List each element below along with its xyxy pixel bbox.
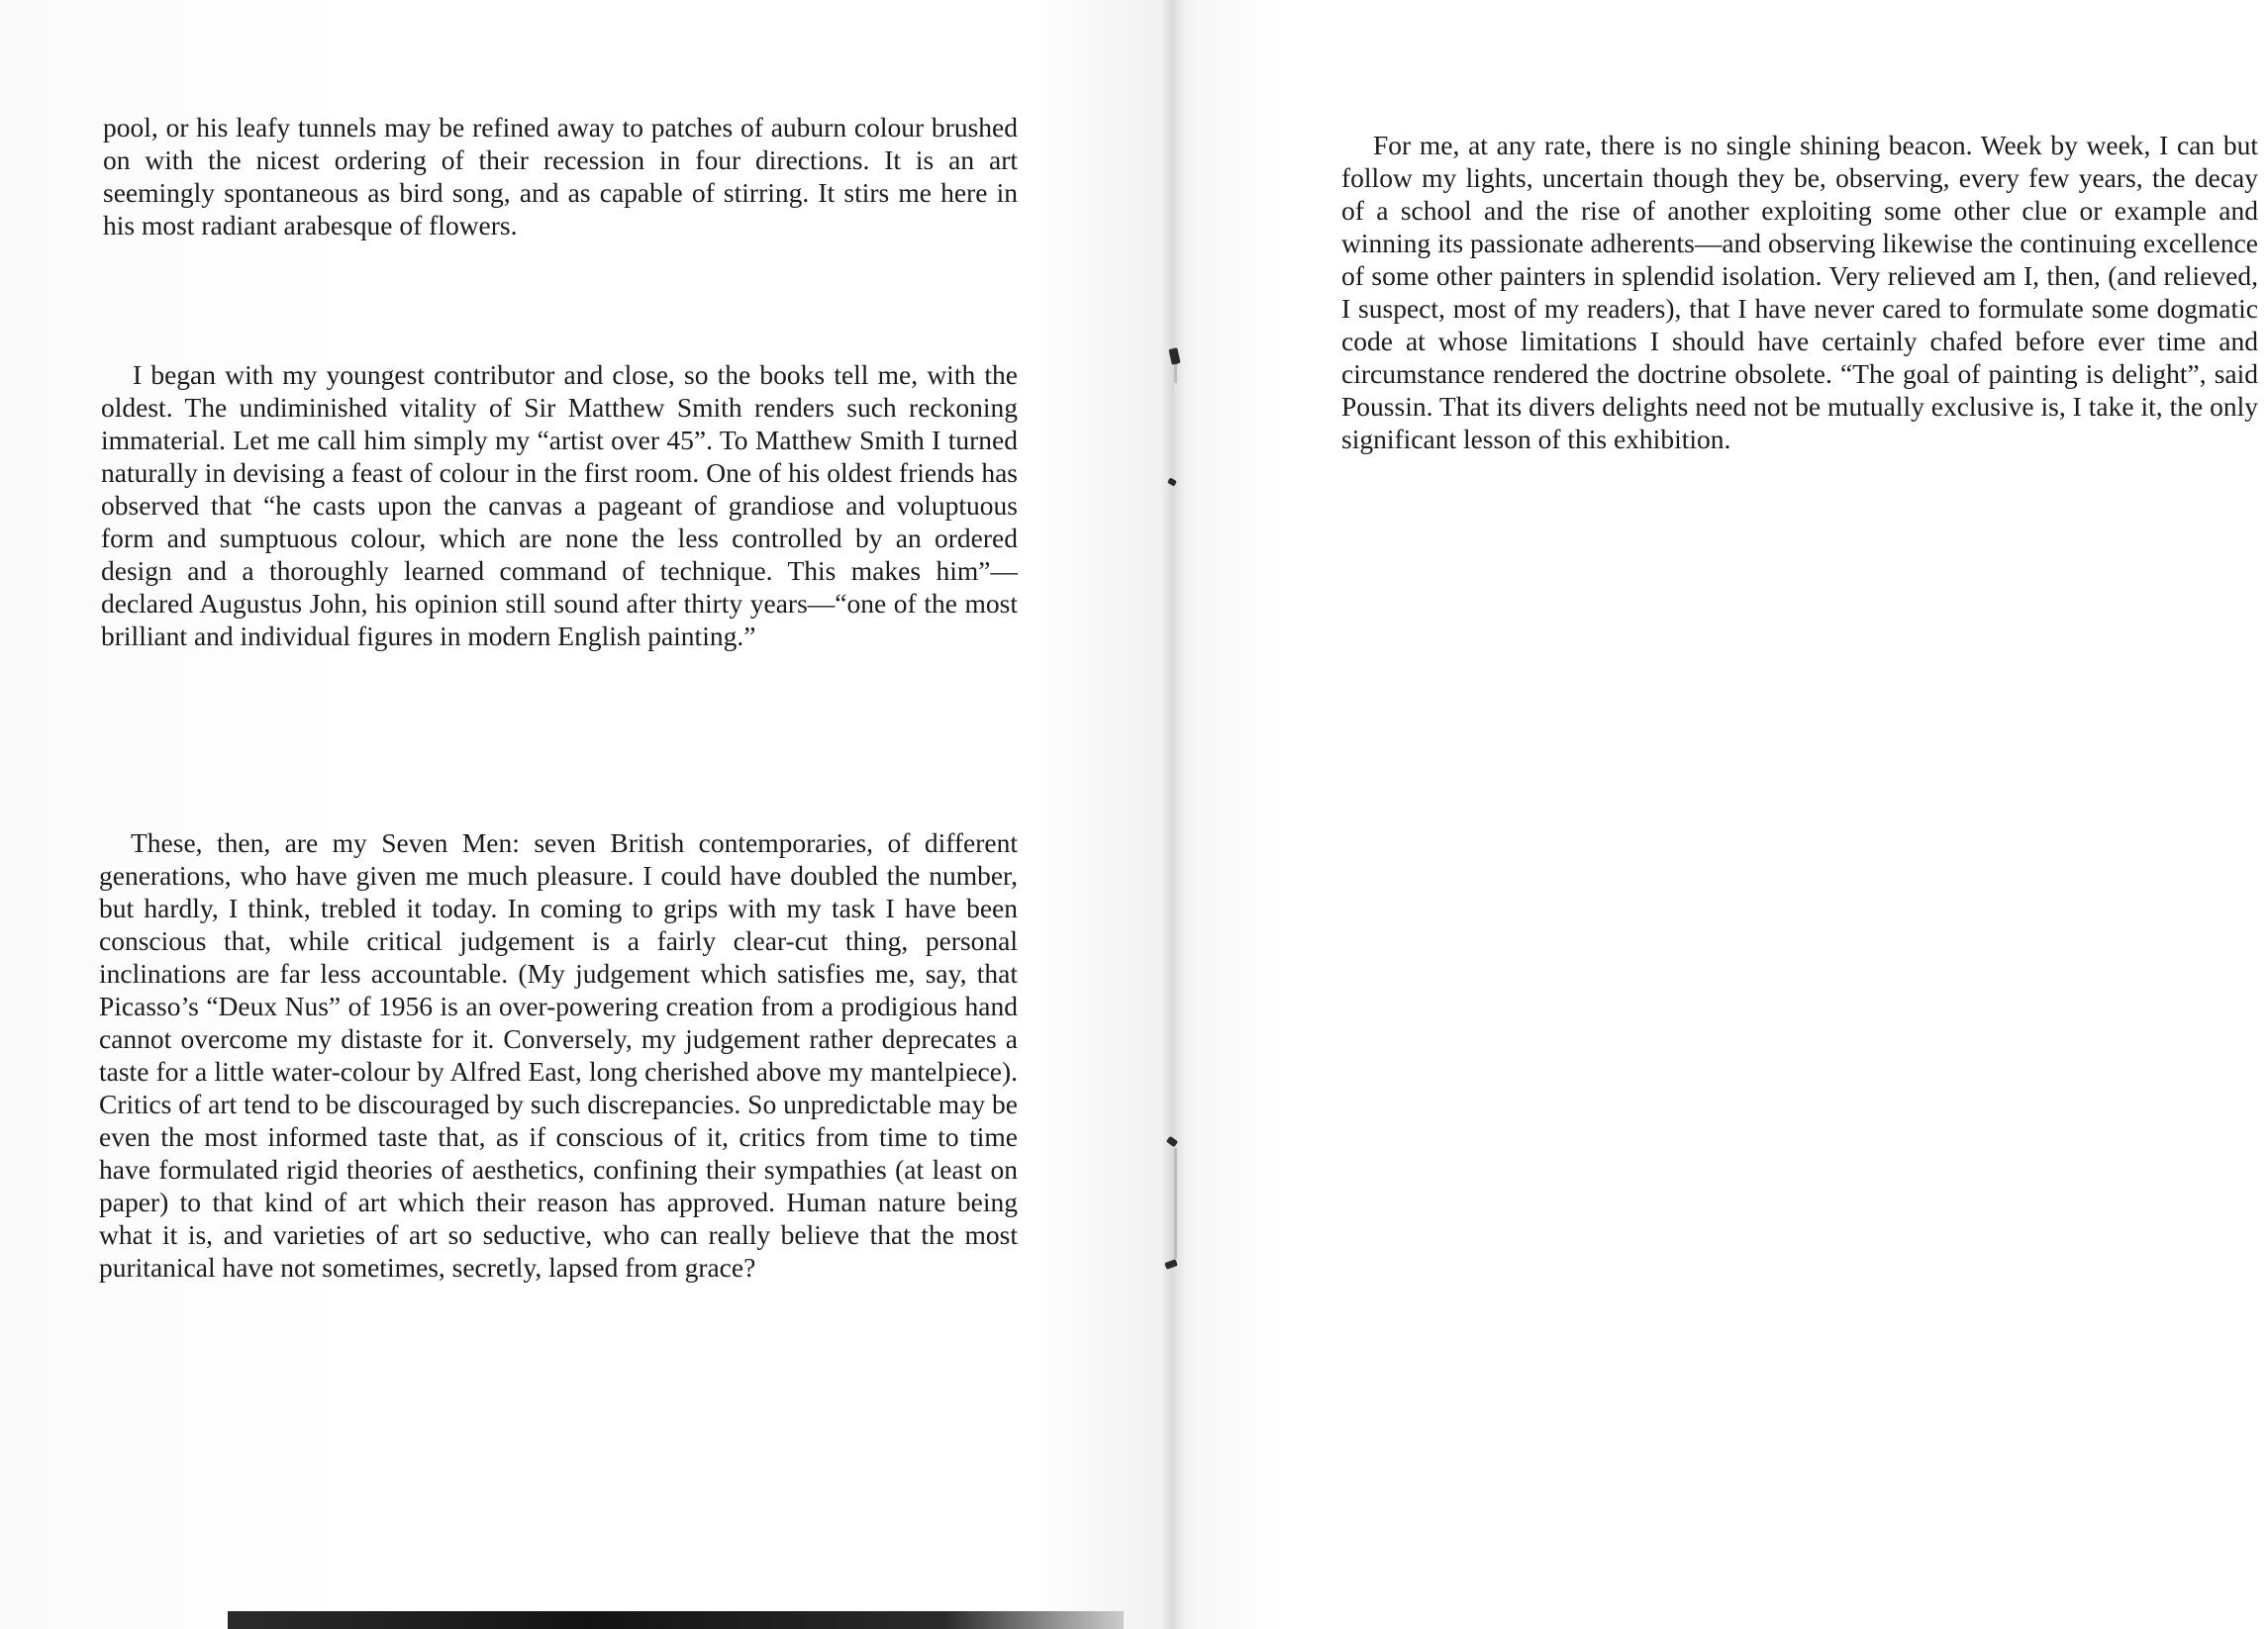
- left-paragraph-1: [103, 111, 1018, 241]
- paragraph-text: These, then, are my Seven Men: seven British contemporaries, of different generations, who have given me much pleasure. I could have doubled the number, but hardly, I think, trebled it today. In coming to grips with my task I have been conscious that, while critical judgement is a fairly clear-cut thing, personal inclinations are far less accountable. (My judgement which satisfies me, say, that Picasso’s “Deux Nus” of 1956 is an over-powering creation from a prodigious hand cannot overcome my distaste for it. Conversely, my judgement rather deprecates a taste for a little water-colour by Alfred East, long cherished above my mantelpiece). Critics of art tend to be discouraged by such discrepancies. So unpredictable may be even the most informed taste that, as if conscious of it, critics from time to time have formulated rigid theories of aesthetics, confining their sympathies (at least on paper) to that kind of art which their reason has approved. Human nature being what it is, and varieties of art so seductive, who can really believe that the most puritanical have not sometimes, secretly, lapsed from grace?: [99, 827, 1018, 1283]
- right-paragraph-1: [1341, 129, 2258, 455]
- right-page: [1173, 0, 2268, 1629]
- binding-thread-bottom: [1174, 1148, 1177, 1259]
- left-paragraph-3: [99, 826, 1018, 1284]
- left-paragraph-2: [101, 358, 1018, 652]
- paragraph-text: For me, at any rate, there is no single shining beacon. Week by week, I can but follow my lights, uncertain though they be, observing, every few years, the decay of a school and the rise of another exploiting some other clue or example and winning its passionate adherents—and observing likewise the continuing excellence of some other painters in splendid isolation. Very relieved am I, then, (and relieved, I suspect, most of my readers), that I have never cared to formulate some dogmatic code at whose limitations I should have certainly chafed before ever time and circumstance rendered the doctrine obsolete. “The goal of painting is delight”, said Poussin. That its divers delights need not be mutually exclusive is, I take it, the only significant lesson of this exhibition.: [1341, 130, 2258, 454]
- scan-edge-shadow: [228, 1611, 1124, 1629]
- paragraph-text: pool, or his leafy tunnels may be refined away to patches of auburn colour brushed on with the nicest ordering of their recession in four directions. It is an art seemingly spontaneous as bird song, and as capable of stirring. It stirs me here in his most radiant arabesque of flowers.: [103, 112, 1018, 240]
- paragraph-text: I began with my youngest contributor and close, so the books tell me, with the oldest. The undiminished vitality of Sir Matthew Smith renders such reckoning immaterial. Let me call him simply my “artist over 45”. To Matthew Smith I turned naturally in devising a feast of colour in the first room. One of his oldest friends has observed that “he casts upon the canvas a pageant of grandiose and voluptuous form and sumptuous colour, which are none the less controlled by an ordered design and a thoroughly learned command of technique. This makes him”—declared Augustus John, his opinion still sound after thirty years—“one of the most brilliant and individual figures in modern English painting.”: [101, 359, 1018, 651]
- book-gutter: [1160, 0, 1186, 1629]
